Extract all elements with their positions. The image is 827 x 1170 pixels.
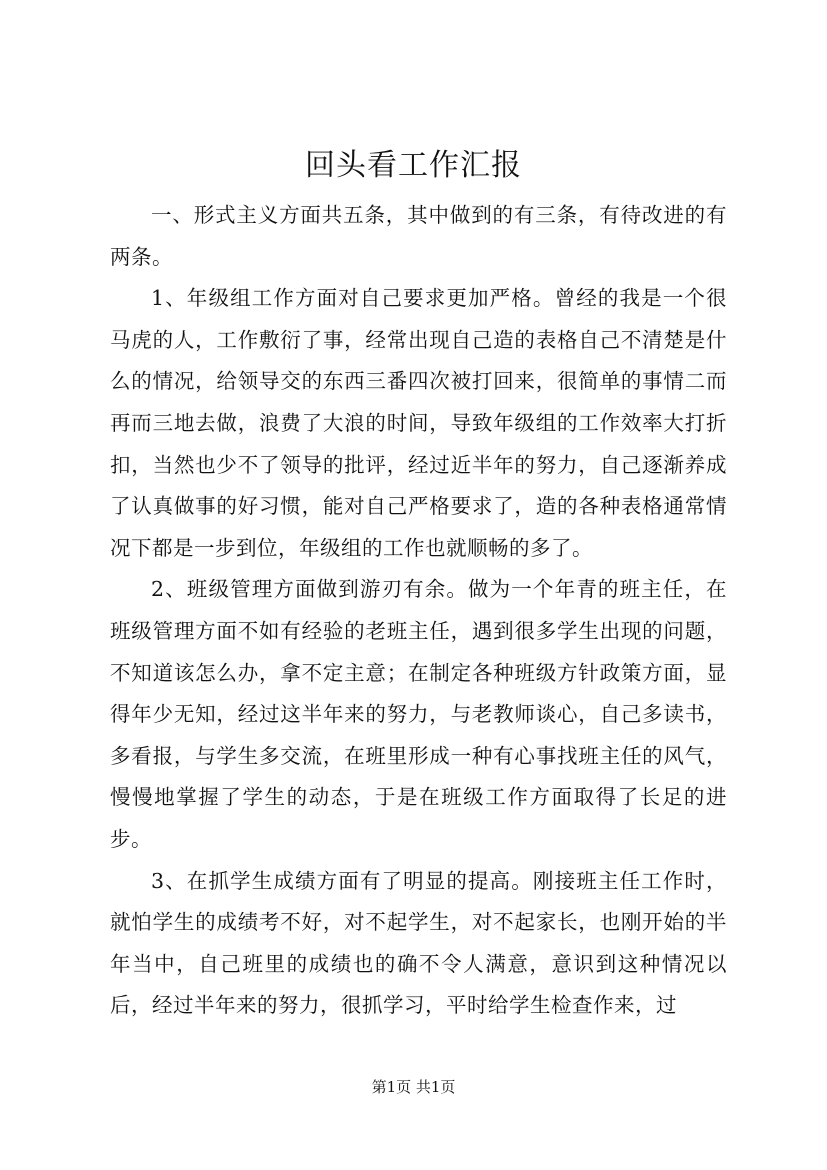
paragraph-student-grades: 3、在抓学生成绩方面有了明显的提高。刚接班主任工作时，就怕学生的成绩考不好，对不起学生，对不起家长，也刚开始的半年当中，自己班里的成绩也的确不令人满意，意识到这种情况以后，经过半年来的努力，很抓学习，平时给学生检查作来，过 (110, 868, 727, 1018)
paragraph-grade-group: 1、年级组工作方面对自己要求更加严格。曾经的我是一个很马虎的人，工作敷衍了事，经常出现自己造的表格自己不清楚是什么的情况，给领导交的东西三番四次被打回来，很简单的事情二而再而三地去做，浪费了大浪的时间，导致年级组的工作效率大打折扣，当然也少不了领导的批评，经过近半年的努力，自己逐渐养成了认真做事的好习惯，能对自己严格要求了，造的各种表格通常情况下都是一步到位，年级组的工作也就顺畅的多了。 (110, 286, 727, 560)
document-body (110, 195, 727, 1027)
document-title: 回头看工作汇报 (305, 148, 522, 183)
page-footer: 第1页 共1页 (371, 1078, 456, 1096)
paragraph-class-management: 2、班级管理方面做到游刃有余。做为一个年青的班主任，在班级管理方面不如有经验的老班主任，遇到很多学生出现的问题，不知道该怎么办，拿不定主意；在制定各种班级方针政策方面，显得年少无知，经过这半年来的努力，与老教师谈心，自己多读书，多看报，与学生多交流，在班里形成一种有心事找班主任的风气，慢慢地掌握了学生的动态，于是在班级工作方面取得了长足的进步。 (110, 577, 727, 851)
paragraph-summary: 一、形式主义方面共五条，其中做到的有三条，有待改进的有两条。 (110, 203, 727, 269)
